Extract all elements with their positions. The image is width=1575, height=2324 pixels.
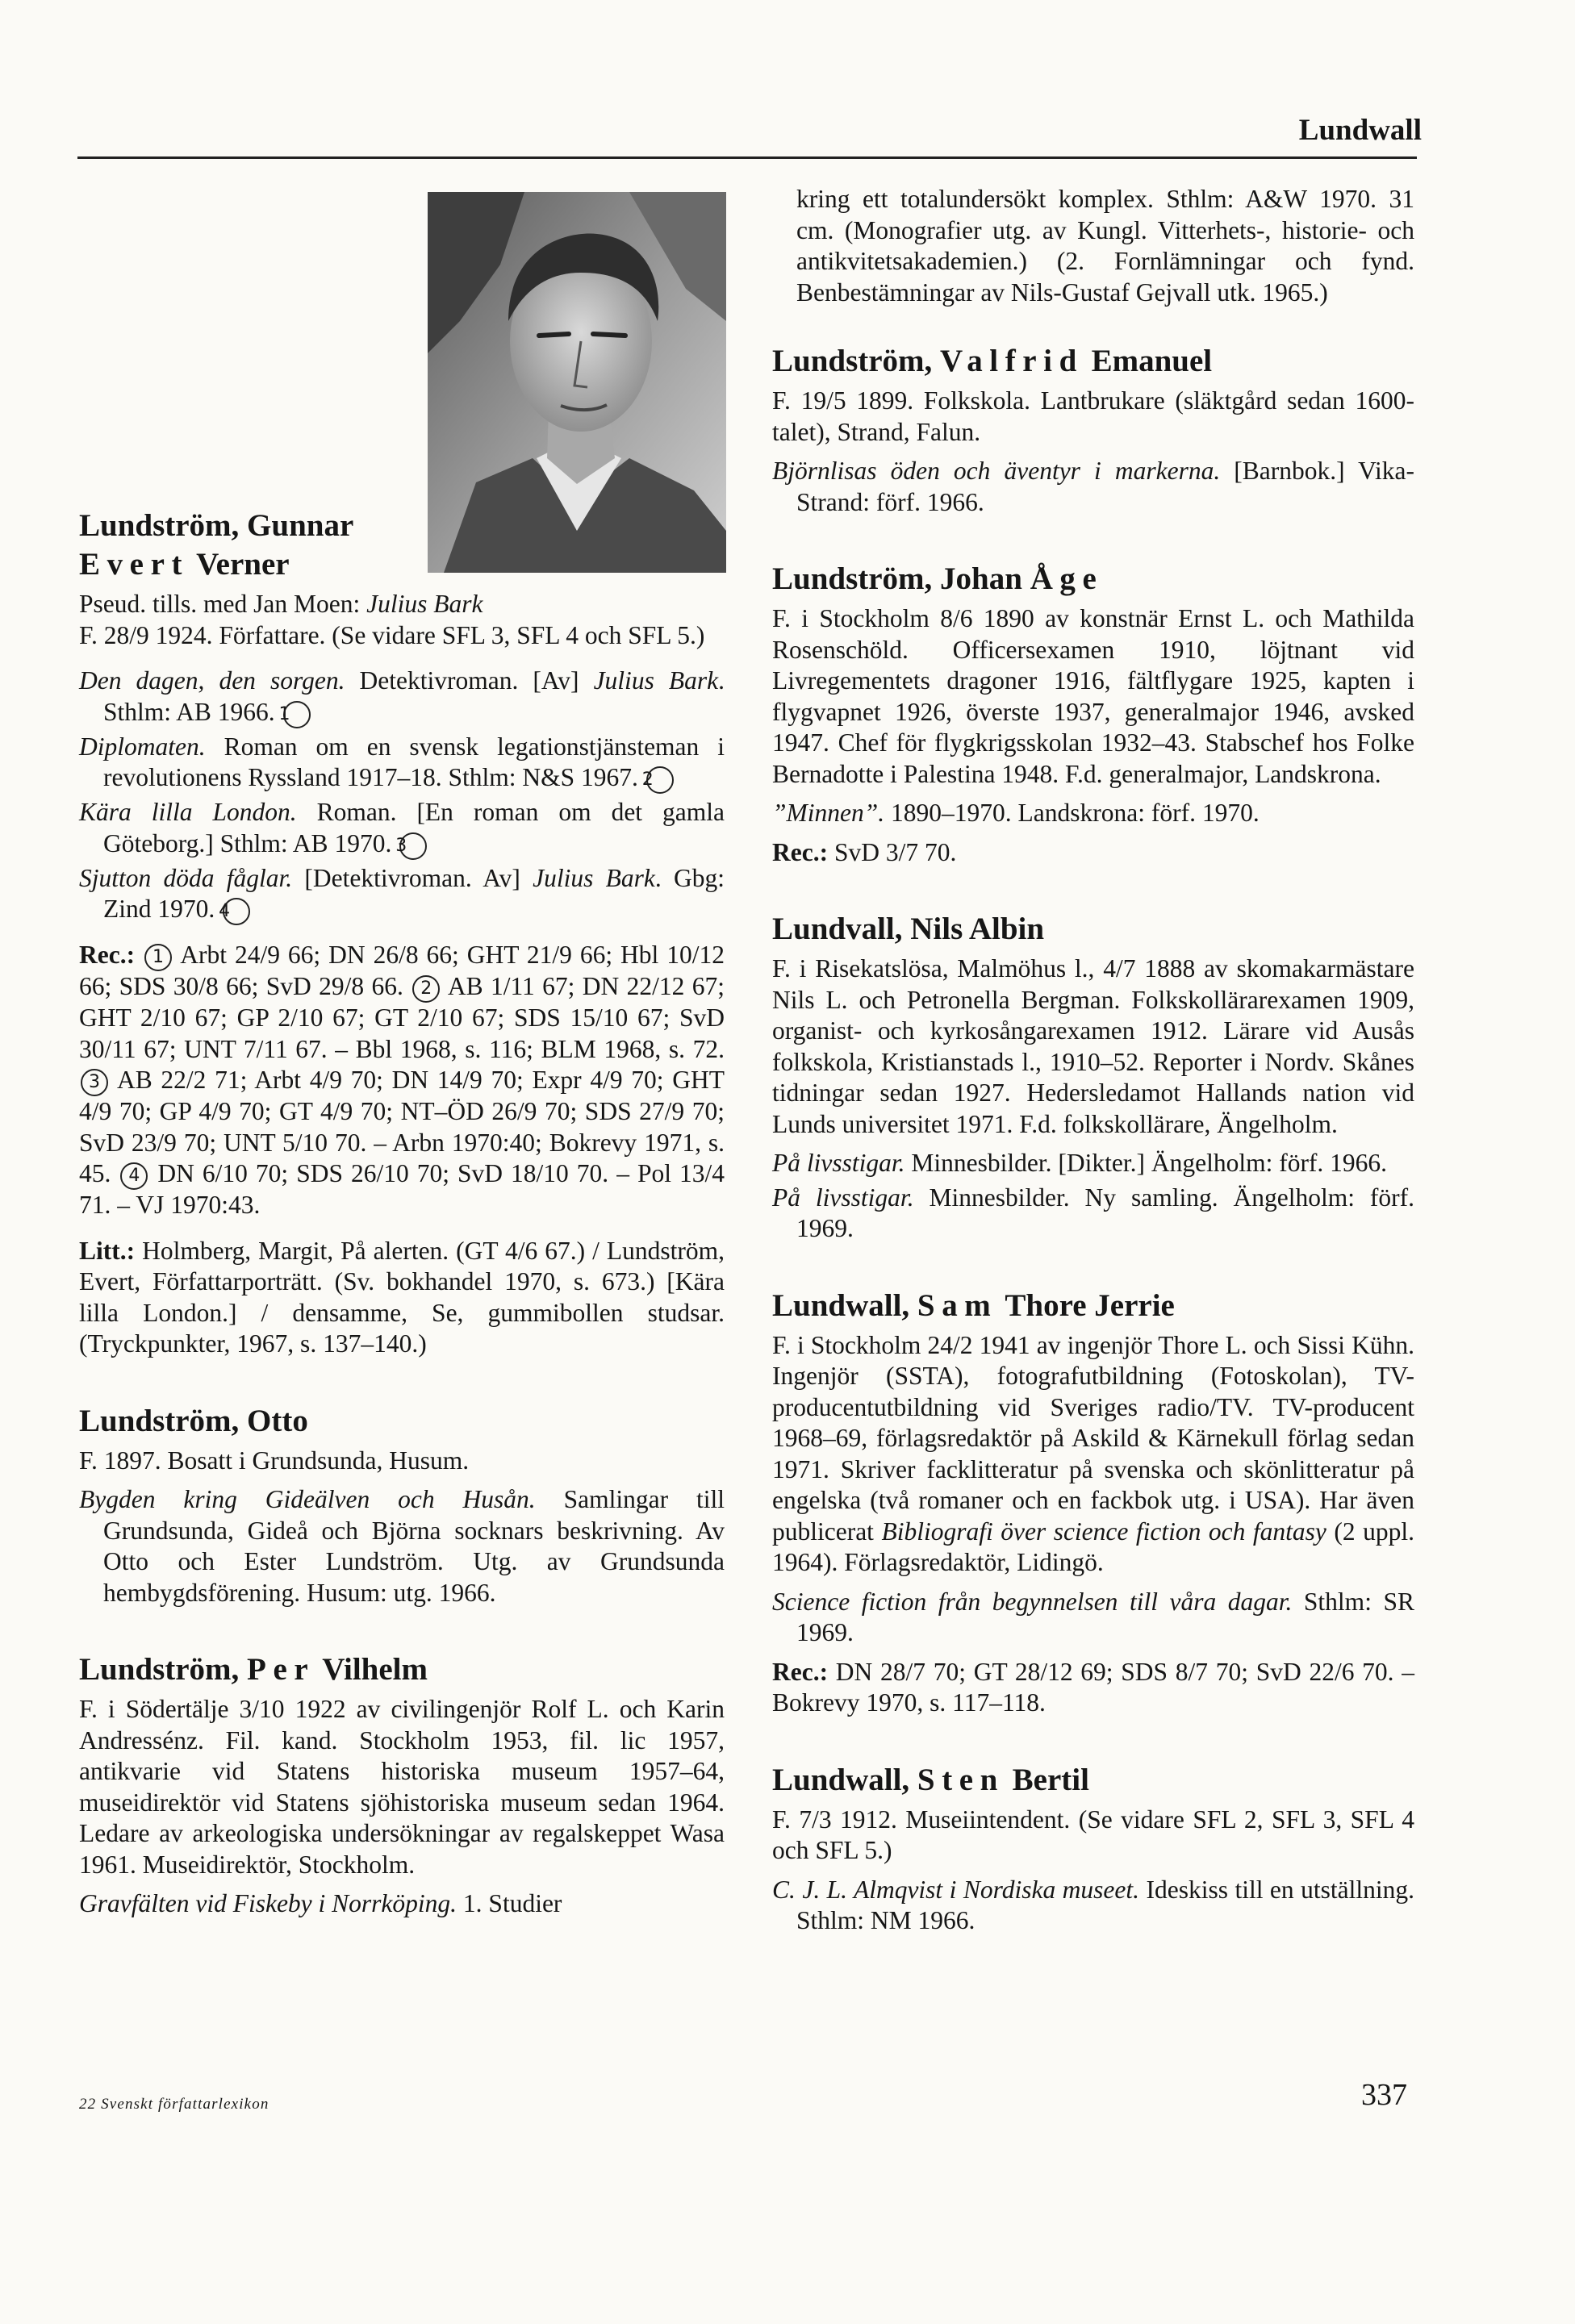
reviews-label: Rec.: — [79, 941, 136, 969]
work-item — [79, 797, 725, 860]
circled-number: 3 — [81, 1069, 108, 1096]
reviews-label: Rec.: — [772, 837, 829, 866]
reviews-text: SvD 3/7 70. — [833, 837, 957, 866]
work-text: Roman. [En roman om det gamla Göteborg.] Sthlm: AB 1970. — [103, 798, 725, 857]
headword-surname: Lundström, — [79, 1652, 240, 1687]
bio — [772, 1330, 1414, 1579]
entry-per-continued — [772, 184, 1414, 308]
headword-surname: Lundström, Gunnar — [79, 508, 354, 543]
entry-nils-lundvall — [772, 910, 1414, 1245]
headword — [772, 342, 1414, 381]
work-item — [772, 456, 1414, 518]
work-title: C. J. L. Almqvist i Nordiska museet. — [772, 1875, 1140, 1904]
work-rest: 1890–1970. Landskrona: förf. 1970. — [884, 799, 1260, 827]
work-pseud: Julius Bark — [533, 863, 655, 892]
work-text: [Detektivroman. Av] — [292, 863, 533, 892]
work-item — [772, 1148, 1414, 1179]
headword: Lundvall, Nils Albin — [772, 912, 1045, 946]
bio-text: (2 uppl. 1964). Förlagsredaktör, Lidingö. — [772, 1517, 1414, 1576]
running-head: Lundwall — [1298, 114, 1422, 147]
headword-rest: Vilhelm — [322, 1652, 428, 1687]
circled-number: 1 — [283, 701, 311, 728]
entry-sam-lundwall — [772, 1287, 1414, 1719]
pseud-prefix: Pseud. tills. med Jan Moen: — [79, 590, 367, 618]
reviews-group: Arbt 24/9 66; DN 26/8 66; GHT 21/9 66; Hbl 10/12 66; SDS 30/8 66; SvD 29/8 66. — [79, 941, 725, 1000]
headword-spaced: Evert — [79, 547, 190, 582]
entry-otto-lundstrom — [79, 1402, 725, 1609]
headword — [772, 1287, 1414, 1325]
reviews — [79, 940, 725, 1221]
work-item — [79, 1888, 725, 1920]
work-title: På livsstigar. — [772, 1149, 905, 1177]
printer-signature: 22 Svenskt författarlexikon — [79, 2096, 269, 2113]
headword-spaced: Valfrid — [940, 344, 1084, 378]
literature-text: Holmberg, Margit, På alerten. (GT 4/6 67.) / Lundström, Evert, Författarporträtt. (Sv. bokhandel 1970, s. 673.) [Kära lilla London.] / densamme, Se, gummibollen studsar. (Tryckpunkter, 1967, s. 137–140.) — [79, 1236, 725, 1358]
reviews-group: DN 6/10 70; SDS 26/10 70; SvD 18/10 70. – Pol 13/4 71. – VJ 1970:43. — [79, 1159, 725, 1219]
entry-johan-lundstrom — [772, 560, 1414, 868]
bio: F. 28/9 1924. Författare. (Se vidare SFL 3, SFL 4 och SFL 5.) — [79, 620, 705, 649]
work-title: Sjutton döda fåglar. — [79, 863, 293, 892]
headword-spaced: Sten — [917, 1762, 1005, 1797]
work-title: Diplomaten. — [79, 732, 206, 761]
left-column — [79, 507, 725, 1962]
reviews-text: DN 28/7 70; GT 28/12 69; SDS 8/7 70; SvD 22/6 70. – Bokrevy 1970, s. 117–118. — [772, 1657, 1415, 1717]
reviews-group: AB 22/2 71; Arbt 4/9 70; DN 14/9 70; Expr 4/9 70; GHT 4/9 70; GP 4/9 70; GT 4/9 70; NT–ÖD 26/9 70; SDS 27/9 70; SvD 23/9 70; UNT 5/10 70. – Arbn 1970:40; Bokrevy 1971, s. 45. — [79, 1066, 725, 1187]
page-number: 337 — [1361, 2078, 1407, 2112]
header-rule — [77, 156, 1417, 159]
right-column — [772, 184, 1414, 1979]
bio: F. 19/5 1899. Folkskola. Lantbrukare (släktgård sedan 1600-talet), Strand, Falun. — [772, 386, 1414, 446]
bio: F. i Risekatslösa, Malmöhus l., 4/7 1888 av skomakarmästare Nils L. och Petronella Bergman. Folkskollärarexamen 1909, organist- och kyrkosångarexamen 1912. Lärare vid Ausås folkskola, Kristianstads l., 1910–52. Reporter i Nordv. Skånes tidningar sedan 1927. Hedersledamot Hallands nation vid Lunds universitet 1971. F.d. folkskollärare, Ängelholm. — [772, 954, 1414, 1138]
headword — [772, 560, 1414, 599]
work-text: Detektivroman. [Av] — [345, 666, 594, 695]
work-title: Kära lilla London. — [79, 798, 297, 826]
work-rest: Ideskiss till en utställning. Sthlm: NM 1966. — [796, 1875, 1414, 1934]
work-item — [79, 863, 725, 926]
headword-surname: Lundström, — [772, 344, 933, 378]
headword — [79, 1650, 725, 1689]
bio: F. i Södertälje 3/10 1922 av civilingenjör Rolf L. och Karin Andressénz. Fil. kand. Stockholm 1953, fil. lic 1957, antikvarie vid Statens historiska museum 1957–64, museidirektör vid Statens sjöhistoriska museum sedan 1964. Ledare av arkeologiska undersökningar av regalskeppet Wasa 1961. Museidirektör, Stockholm. — [79, 1695, 725, 1879]
reviews-group: AB 1/11 67; DN 22/12 67; GHT 2/10 67; GP 2/10 67; GT 2/10 67; SDS 15/10 67; SvD 30/11 67; UNT 7/11 67. – Bbl 1968, s. 116; BLM 1968, s. 72. — [79, 972, 725, 1063]
work-item — [772, 1587, 1414, 1649]
work-title: Gravfälten vid Fiskeby i Norrköping. — [79, 1889, 457, 1917]
work-rest: . Sthlm: AB 1966. — [103, 666, 725, 726]
circled-number: 2 — [412, 975, 440, 1003]
work-rest: Minnesbilder. [Dikter.] Ängelholm: förf. 1966. — [904, 1149, 1388, 1177]
headword-surname: Lundström, Johan — [772, 561, 1022, 596]
headword — [79, 507, 725, 584]
work-rest: Sthlm: SR 1969. — [796, 1587, 1414, 1646]
work-item — [79, 665, 725, 728]
headword — [772, 1761, 1414, 1800]
work-item — [79, 1484, 725, 1608]
literature-label: Litt.: — [79, 1236, 136, 1265]
work-rest: [Barnbok.] Vika-Strand: förf. 1966. — [796, 457, 1414, 516]
work-text: Roman om en svensk legationstjänsteman i revolutionens Ryssland 1917–18. Sthlm: N&S 1967. — [103, 732, 725, 791]
work-title: Den dagen, den sorgen. — [79, 666, 345, 695]
circled-number: 3 — [399, 832, 427, 860]
headword-rest: Bertil — [1012, 1762, 1089, 1797]
work-item — [772, 1875, 1414, 1937]
bio: F. 7/3 1912. Museiintendent. (Se vidare SFL 2, SFL 3, SFL 4 och SFL 5.) — [772, 1805, 1414, 1864]
work-rest: Samlingar till Grundsunda, Gideå och Björna socknars beskrivning. Av Otto och Ester Lundström. Utg. av Grundsunda hembygdsförening. Husum: utg. 1966. — [103, 1485, 725, 1607]
pseudonym-line — [79, 589, 725, 620]
work-item — [772, 798, 1414, 829]
work-continuation: kring ett totalundersökt komplex. Sthlm: A&W 1970. 31 cm. (Monografier utg. av Kungl. Vitterhets-, historie- och antikvitetsakademien.) (2. Fornlämningar och fynd. Benbestämningar av Nils-Gustaf Gejvall utk. 1965.) — [796, 185, 1414, 307]
circled-number: 2 — [646, 766, 674, 794]
work-item — [772, 1183, 1414, 1245]
work-item — [79, 732, 725, 795]
work-title: Björnlisas öden och äventyr i markerna. — [772, 457, 1221, 485]
reviews — [772, 837, 1414, 869]
work-title: På livsstigar. — [772, 1183, 914, 1212]
bio: F. 1897. Bosatt i Grundsunda, Husum. — [79, 1446, 470, 1475]
circled-number: 4 — [120, 1162, 148, 1190]
bio-text: F. i Stockholm 24/2 1941 av ingenjör Thore L. och Sissi Kühn. Ingenjör (SSTA), fotografutbildning (Fotoskolan), TV-producentutbildning vid Sveriges radio/TV. TV-producent 1968–69, förlagsredaktör på Askild & Kärnekull förlag sedan 1971. Skriver facklitteratur på svenska och skönlitteratur på engelska (två romaner och en fackbok utg. i USA). Har även publicerat — [772, 1330, 1414, 1546]
entry-valfrid-lundstrom — [772, 342, 1414, 518]
entry-per-lundstrom — [79, 1650, 725, 1920]
work-rest: Minnesbilder. Ny samling. Ängelholm: förf. 1969. — [796, 1183, 1415, 1242]
work-title: Science fiction från begynnelsen till våra dagar. — [772, 1587, 1293, 1616]
headword-surname: Lundwall, — [772, 1762, 910, 1797]
circled-number: 4 — [223, 898, 250, 925]
literature — [79, 1236, 725, 1360]
circled-number: 1 — [144, 944, 172, 971]
reviews — [772, 1657, 1414, 1719]
bio: F. i Stockholm 8/6 1890 av konstnär Ernst L. och Mathilda Rosenschöld. Officersexamen 1910, löjtnant vid Livregementets dragoner 1916, fältflygare 1925, kapten i flygvapnet 1926, överste 1937, generalmajor 1946, avsked 1947. Chef för flygkrigsskolan 1932–43. Stabschef hos Folke Bernadotte i Palestina 1948. F.d. generalmajor, Landskrona. — [772, 604, 1414, 788]
work-rest: 1. Studier — [457, 1889, 562, 1917]
pseud-name: Julius Bark — [366, 590, 483, 618]
bio-italic-title: Bibliografi över science fiction och fantasy — [881, 1517, 1326, 1546]
headword-rest: Thore Jerrie — [1005, 1287, 1175, 1323]
work-title: Bygden kring Gideälven och Husån. — [79, 1485, 536, 1513]
headword: Lundström, Otto — [79, 1403, 308, 1438]
headword-spaced: Per — [247, 1652, 315, 1687]
work-pseud: Julius Bark — [593, 666, 719, 695]
entry-gunnar-lundstrom — [79, 507, 725, 1360]
headword-spaced: Sam — [917, 1287, 998, 1323]
work-rest: . Gbg: Zind 1970. — [103, 863, 725, 923]
headword-surname: Lundwall, — [772, 1287, 910, 1323]
works-list — [79, 665, 725, 925]
headword-rest: Emanuel — [1091, 344, 1213, 378]
entry-sten-lundwall — [772, 1761, 1414, 1937]
work-title: ”Minnen”. — [772, 799, 885, 827]
headword-rest: Verner — [196, 547, 290, 582]
reviews-label: Rec.: — [772, 1657, 829, 1686]
headword-spaced: Åge — [1030, 561, 1104, 596]
